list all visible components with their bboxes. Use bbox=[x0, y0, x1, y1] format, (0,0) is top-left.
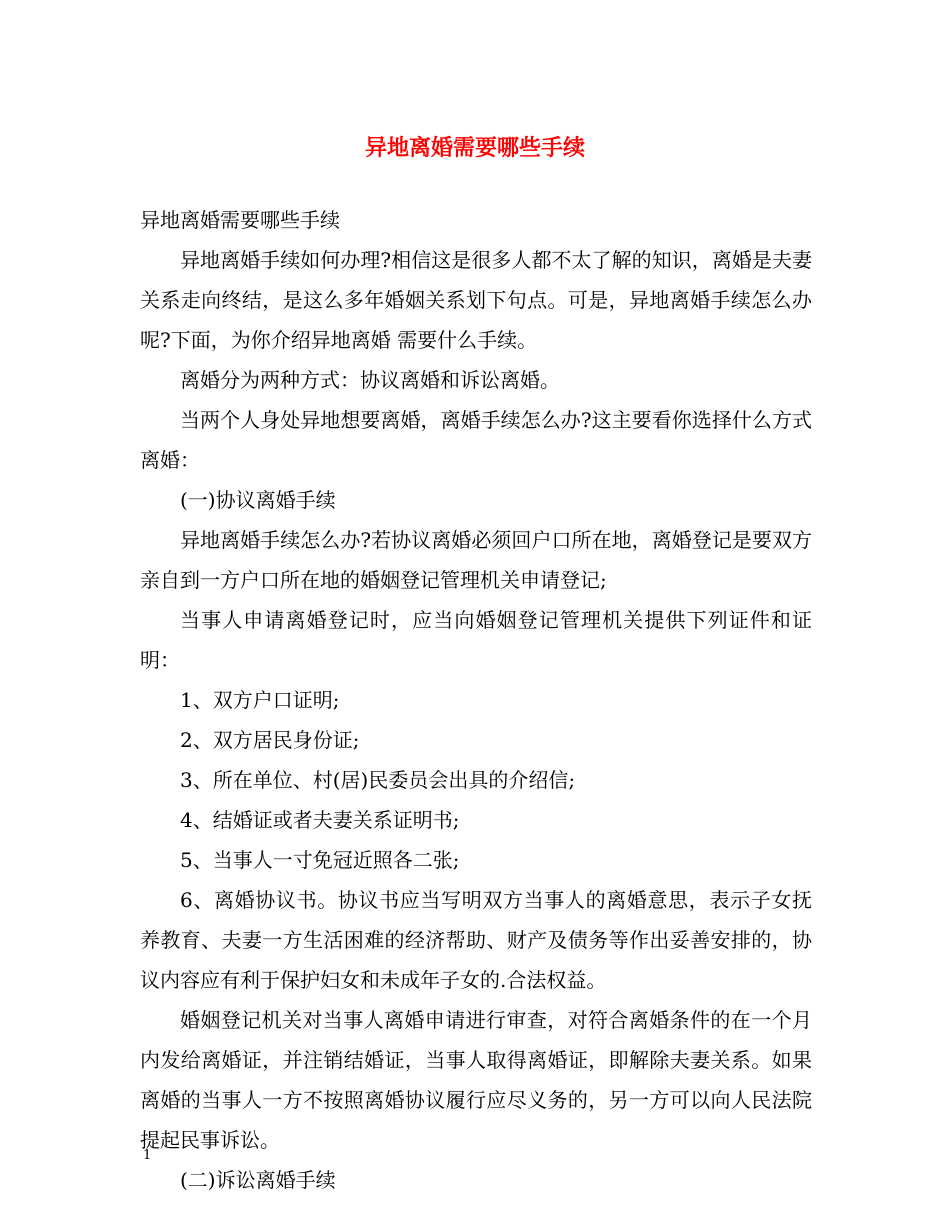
paragraph-documents-required: 当事人申请离婚登记时，应当向婚姻登记管理机关提供下列证件和证明： bbox=[140, 608, 812, 672]
list-item-id-card: 2、双方居民身份证; bbox=[180, 728, 360, 752]
paragraph-review: 婚姻登记机关对当事人离婚申请进行审查，对符合离婚条件的在一个月内发给离婚证，并注销结婚证，当事人取得离婚证，即解除夫妻关系。如果离婚的当事人一方不按照离婚协议履行应尽义务的，另一方可以向人民法院提起民事诉讼。 bbox=[140, 1008, 812, 1152]
list-item-hukou: 1、双方户口证明; bbox=[180, 688, 340, 712]
paragraph-two-methods: 离婚分为两种方式：协议离婚和诉讼离婚。 bbox=[180, 368, 560, 392]
list-item-agreement: 6、离婚协议书。协议书应当写明双方当事人的离婚意思，表示子女抚养教育、夫妻一方生活困难的经济帮助、财产及债务等作出妥善安排的，协议内容应有利于保护妇女和未成年子女的.合法权益。 bbox=[140, 888, 812, 992]
document-title: 异地离婚需要哪些手续 bbox=[364, 135, 585, 161]
paragraph-agreement-registration: 异地离婚手续怎么办?若协议离婚必须回户口所在地，离婚登记是要双方亲自到一方户口所在地的婚姻登记管理机关申请登记; bbox=[140, 528, 812, 592]
paragraph-heading: 异地离婚需要哪些手续 bbox=[140, 208, 340, 232]
section-heading-agreement: (一)协议离婚手续 bbox=[180, 488, 336, 512]
paragraph-intro: 异地离婚手续如何办理?相信这是很多人都不太了解的知识，离婚是夫妻关系走向终结，是这么多年婚姻关系划下句点。可是，异地离婚手续怎么办呢?下面，为你介绍异地离婚 需要什么手续。 bbox=[140, 248, 812, 352]
paragraph-choose-method: 当两个人身处异地想要离婚，离婚手续怎么办?这主要看你选择什么方式离婚： bbox=[140, 408, 812, 472]
section-heading-litigation: (二)诉讼离婚手续 bbox=[180, 1168, 336, 1192]
list-item-introduction-letter: 3、所在单位、村(居)民委员会出具的介绍信; bbox=[180, 768, 576, 792]
document-body bbox=[140, 200, 812, 1200]
list-item-photos: 5、当事人一寸免冠近照各二张; bbox=[180, 848, 460, 872]
list-item-marriage-certificate: 4、结婚证或者夫妻关系证明书; bbox=[180, 808, 460, 832]
page-number: 1 bbox=[143, 1148, 152, 1163]
